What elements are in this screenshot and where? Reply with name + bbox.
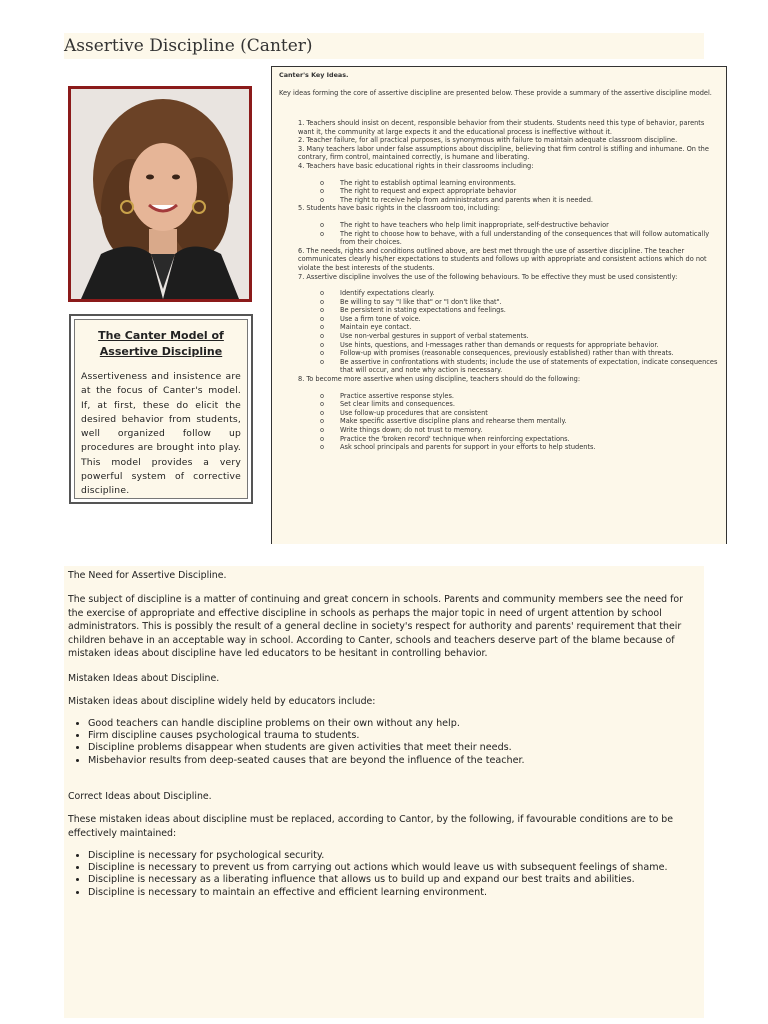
list-item: o The right to choose how to behave, with a full understanding of the consequences that will follow automatically from their choices. (320, 230, 718, 247)
list-item: • Discipline is necessary as a liberating influence that allows us to build up and expand our best traits and abilities. (88, 874, 698, 886)
key-ideas-intro: Key ideas forming the core of assertive discipline are presented below. These provide a summary of the assertive discipline model. (279, 89, 712, 97)
key-idea-6: 6. The needs, rights and conditions outlined above, are best met through the use of assertive discipline. The teacher communicates clearly his/her expectations to students and follows up with appropriate and consistent actions which do not violate the best interests of the students. (298, 246, 707, 272)
list-item: o The right to establish optimal learning environments. (320, 179, 718, 188)
list-item: o Follow-up with promises (reasonable consequences, previously established) rather than with threats. (320, 349, 718, 358)
canter-model-box (69, 314, 253, 504)
key-idea-4: 4. Teachers have basic educational rights in their classrooms including: (298, 161, 534, 170)
page-title: Assertive Discipline (Canter) (64, 33, 704, 59)
teacher-rights-list (320, 179, 718, 205)
need-heading: The Need for Assertive Discipline. (68, 570, 227, 581)
list-item: o Maintain eye contact. (320, 323, 718, 332)
need-body: The subject of discipline is a matter of continuing and great concern in schools. Parents and community members see the need for the exercise of appropriate and effective discipline in schools as perhaps the major topic in need of urgent attention by school administrators. This is possibly the result of a general decline in society's respect for authority and parents' requirement that their children behave in an acceptable way in school. According to Canter, schools and teachers deserve part of the blame because of mistaken ideas about discipline have led educators to be hesitant in controlling behavior. (68, 594, 684, 660)
key-idea-3: 3. Many teachers labor under false assumptions about discipline, believing that firm control is stifling and inhumane. On the contrary, firm control, maintained correctly, is humane and liberating. (298, 144, 709, 162)
list-item: o Use follow-up procedures that are consistent (320, 409, 718, 418)
canter-model-inner (74, 319, 248, 499)
key-ideas-title: Canter's Key Ideas. (279, 71, 349, 79)
list-item: o Be willing to say "I like that" or "I don't like that". (320, 298, 718, 307)
key-idea-1: 1. Teachers should insist on decent, responsible behavior from their students. Students need this type of behavior, parents want it, the community at large expects it and the educational process is ineffective without it. (298, 119, 705, 136)
list-item: o Practice the 'broken record' technique when reinforcing expectations. (320, 435, 718, 444)
behaviours-list (320, 289, 718, 375)
list-item: o Identify expectations clearly. (320, 289, 718, 298)
canter-model-title-line1: The Canter Model of (98, 329, 224, 342)
list-item: o Use hints, questions, and I-messages rather than demands or requests for appropriate behavior. (320, 341, 718, 350)
key-idea-8: 8. To become more assertive when using discipline, teachers should do the following: (298, 375, 581, 384)
canter-model-title-line2: Assertive Discipline (99, 345, 223, 358)
correct-ideas-list (64, 850, 698, 899)
portrait-image (71, 89, 249, 299)
list-item: • Discipline is necessary for psychological security. (88, 850, 698, 862)
list-item: • Discipline is necessary to prevent us from carrying out actions which would leave us with subsequent feelings of shame. (88, 862, 698, 874)
canter-model-title (81, 328, 241, 360)
list-item: o The right to receive help from administrators and parents when it is needed. (320, 196, 718, 205)
list-item: o Use non-verbal gestures in support of verbal statements. (320, 332, 718, 341)
key-ideas-list (298, 119, 718, 452)
list-item: o The right to have teachers who help limit inappropriate, self-destructive behavior (320, 221, 718, 230)
list-item: • Discipline problems disappear when students are given activities that meet their needs. (88, 742, 698, 754)
list-item: o Be persistent in stating expectations and feelings. (320, 306, 718, 315)
list-item: o Set clear limits and consequences. (320, 400, 718, 409)
key-ideas-panel (271, 66, 727, 544)
become-assertive-list (320, 392, 718, 452)
list-item: o Ask school principals and parents for support in your efforts to help students. (320, 443, 718, 452)
mistaken-intro: Mistaken ideas about discipline widely held by educators include: (68, 696, 376, 707)
list-item: • Good teachers can handle discipline problems on their own without any help. (88, 718, 698, 730)
canter-model-body: Assertiveness and insistence are at the focus of Canter's model. If, at first, these do elicit the desired behavior from students, well organized follow up procedures are brought into play. This model provides a very powerful system of corrective discipline. (81, 371, 241, 497)
list-item: o Be assertive in confrontations with students; include the use of statements of expectation, indicate consequences that will occur, and note why action is necessary. (320, 358, 718, 375)
list-item: o Make specific assertive discipline plans and rehearse them mentally. (320, 417, 718, 426)
key-idea-2: 2. Teacher failure, for all practical purposes, is synonymous with failure to maintain adequate classroom discipline. (298, 136, 678, 145)
student-rights-list (320, 221, 718, 247)
correct-heading: Correct Ideas about Discipline. (68, 791, 212, 802)
mistaken-heading: Mistaken Ideas about Discipline. (68, 673, 220, 684)
list-item: o The right to request and expect appropriate behavior (320, 187, 718, 196)
key-idea-7: 7. Assertive discipline involves the use of the following behaviours. To be effective they must be used consistently: (298, 272, 678, 281)
list-item: • Firm discipline causes psychological trauma to students. (88, 730, 698, 742)
mistaken-ideas-list (64, 718, 698, 767)
article-body (64, 566, 704, 1018)
list-item: o Use a firm tone of voice. (320, 315, 718, 324)
key-idea-5: 5. Students have basic rights in the classroom too, including: (298, 204, 501, 213)
list-item: o Practice assertive response styles. (320, 392, 718, 401)
list-item: o Write things down; do not trust to memory. (320, 426, 718, 435)
list-item: • Discipline is necessary to maintain an effective and efficient learning environment. (88, 887, 698, 899)
list-item: • Misbehavior results from deep-seated causes that are beyond the influence of the teacher. (88, 755, 698, 767)
correct-intro: These mistaken ideas about discipline must be replaced, according to Cantor, by the following, if favourable conditions are to be effectively maintained: (68, 814, 673, 839)
portrait-photo (68, 86, 252, 302)
